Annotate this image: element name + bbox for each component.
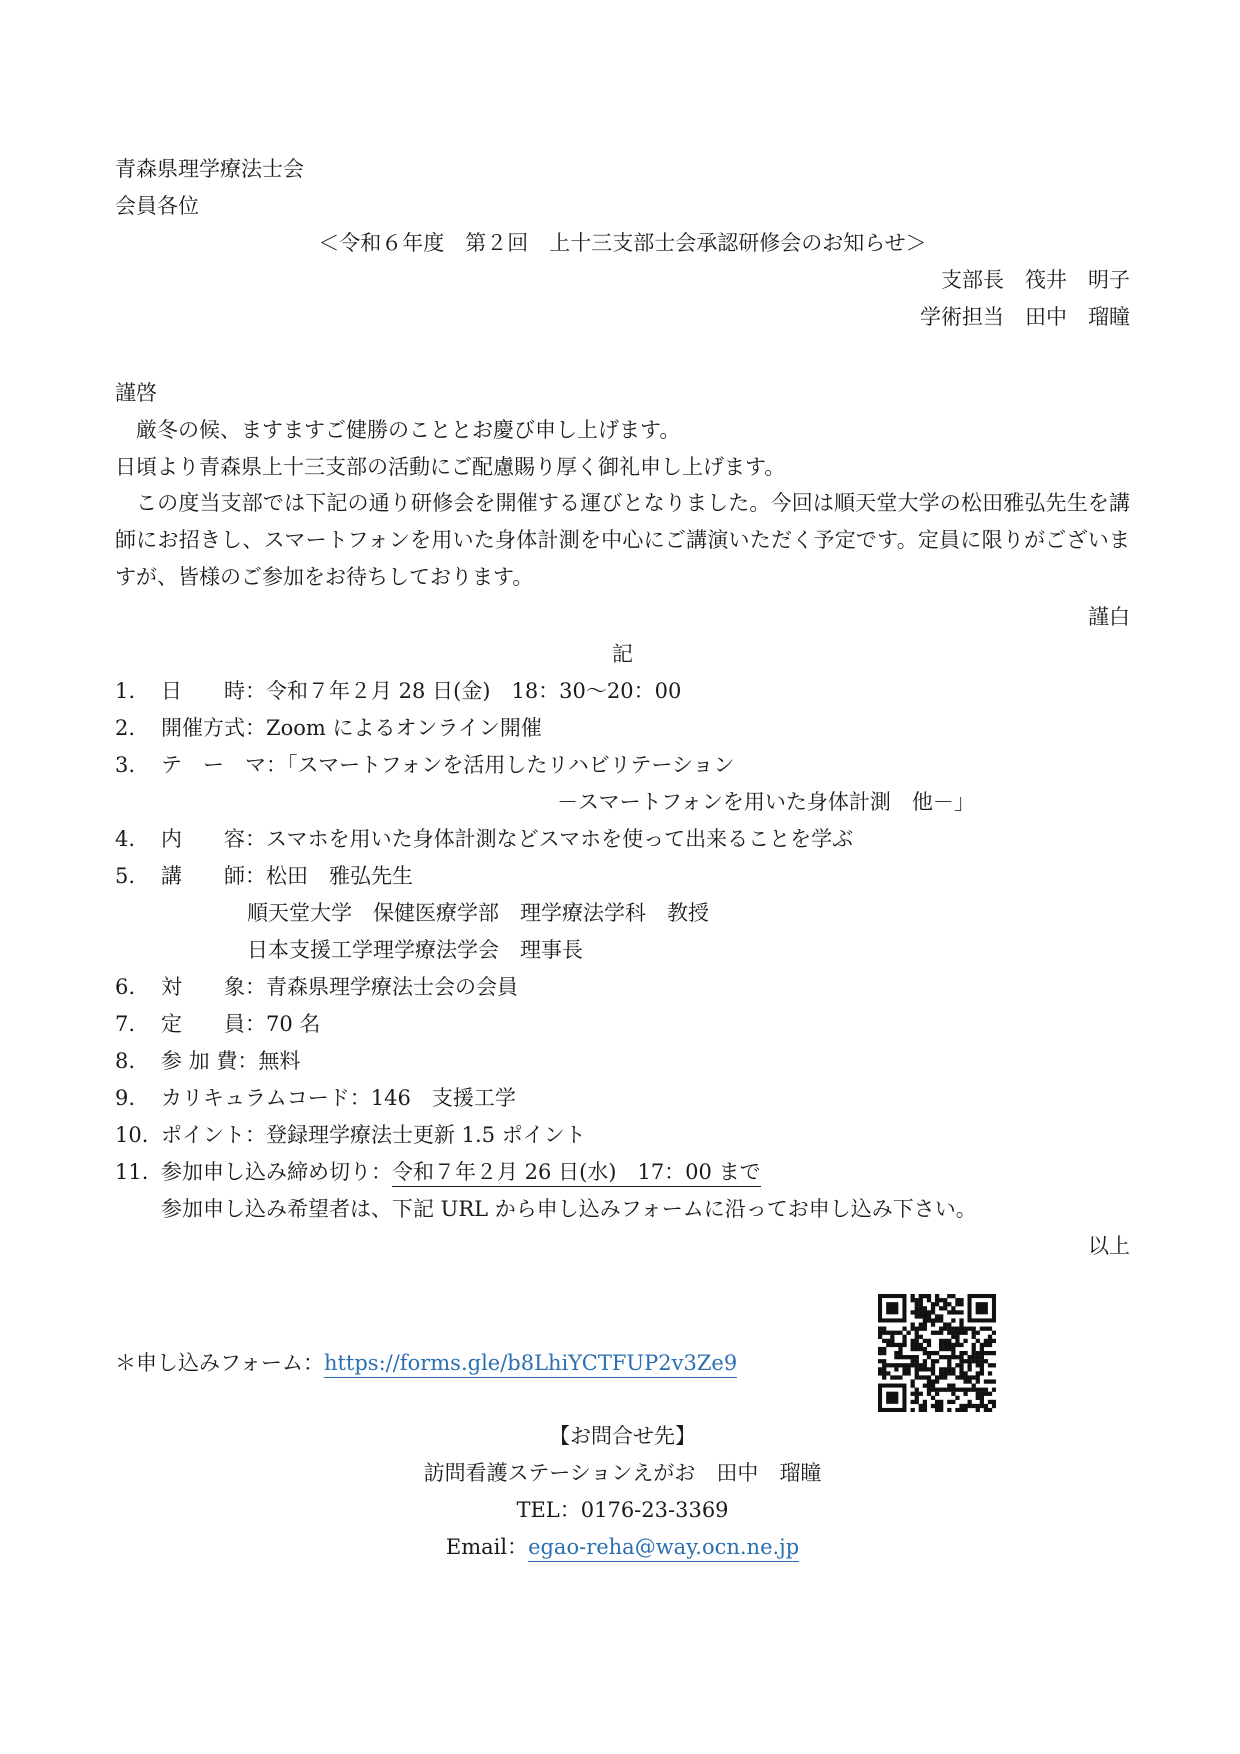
item-text: 対 象：青森県理学療法士会の会員: [161, 975, 518, 999]
form-line: [115, 1348, 1130, 1378]
sender-academic: 学術担当 田中 瑠瞳: [920, 305, 1130, 329]
application-note: 参加申し込み希望者は、下記 URL から申し込みフォームに沿ってお申し込み下さい。: [161, 1197, 977, 1221]
list-item: [115, 824, 1130, 854]
contact-name: 訪問看護ステーションえがお 田中 瑠瞳: [423, 1461, 822, 1485]
form-label: ＊申し込みフォーム：: [115, 1351, 324, 1375]
item-text: テ ー マ：｢スマートフォンを活用したリハビリテーション: [161, 753, 735, 777]
item-number: 6.: [115, 975, 136, 999]
list-item: [115, 750, 1130, 780]
item-text: 参加申し込み締め切り：: [161, 1160, 392, 1184]
sender-branch-head: 支部長 筏井 明子: [941, 268, 1130, 292]
email-link[interactable]: egao-reha@way.ocn.ne.jp: [528, 1535, 799, 1562]
closing-word: 謹白: [1088, 605, 1130, 629]
item-number: 3.: [115, 753, 136, 777]
item-text: 開催方式：Zoom によるオンライン開催: [161, 716, 542, 740]
list-item: [115, 713, 1130, 743]
item-number: 1.: [115, 679, 136, 703]
closing-ijou: 以上: [1088, 1234, 1130, 1258]
item-number: 2.: [115, 716, 136, 740]
list-item: [115, 676, 1130, 706]
list-item: [115, 1083, 1130, 1113]
email-label: Email：: [445, 1535, 529, 1559]
item-number: 8.: [115, 1049, 136, 1073]
recipients: 会員各位: [115, 194, 199, 218]
document-title: ＜令和６年度 第２回 上十三支部士会承認研修会のお知らせ＞: [318, 231, 927, 255]
form-url-link[interactable]: https://forms.gle/b8LhiYCTFUP2v3Ze9: [324, 1351, 737, 1378]
item-text: ポイント：登録理学療法士更新 1.5 ポイント: [161, 1123, 586, 1147]
item-text: 日 時：令和７年２月 28 日(金) 18：30～20：00: [161, 679, 682, 703]
item-text: 定 員：70 名: [161, 1012, 321, 1036]
greeting-paragraph-1: 厳冬の候、ますますご健勝のこととお慶び申し上げます。: [136, 418, 681, 442]
main-paragraph: この度当支部では下記の通り研修会を開催する運びとなりました。今回は順天堂大学の松田雅弘先生を講師にお招きし、スマートフォンを用いた身体計測を中心にご講演いただく予定です。定員に限りがございますが、皆様のご参加をお待ちしております。: [115, 491, 1130, 589]
org-name: 青森県理学療法士会: [115, 157, 304, 181]
list-item: [115, 1120, 1130, 1150]
theme-subtitle: －スマートフォンを用いた身体計測 他－｣: [557, 790, 965, 814]
item-text: カリキュラムコード：146 支援工学: [161, 1086, 516, 1110]
lecturer-affiliation-2: 日本支援工学理学療法学会 理事長: [247, 938, 583, 962]
item-number: 7.: [115, 1012, 136, 1036]
item-text: 内 容：スマホを用いた身体計測などスマホを使って出来ることを学ぶ: [161, 827, 854, 851]
contact-email-line: [115, 1532, 1130, 1562]
list-item: [115, 1157, 1130, 1187]
list-item: [115, 1046, 1130, 1076]
ki-heading: 記: [612, 642, 633, 666]
list-item: [115, 861, 1130, 891]
contact-tel: TEL：0176-23-3369: [516, 1498, 729, 1522]
item-number: 11.: [115, 1160, 149, 1184]
list-item: [115, 972, 1130, 1002]
item-number: 10.: [115, 1123, 149, 1147]
item-text: 講 師：松田 雅弘先生: [161, 864, 413, 888]
item-number: 9.: [115, 1086, 136, 1110]
contact-heading: 【お問合せ先】: [549, 1424, 696, 1448]
item-number: 4.: [115, 827, 136, 851]
item-text: 参 加 費：無料: [161, 1049, 301, 1073]
deadline-underlined: 令和７年２月 26 日(水) 17：00 まで: [392, 1160, 761, 1187]
lecturer-affiliation-1: 順天堂大学 保健医療学部 理学療法学科 教授: [247, 901, 709, 925]
opening-word: 謹啓: [115, 381, 157, 405]
greeting-paragraph-2: 日頃より青森県上十三支部の活動にご配慮賜り厚く御礼申し上げます。: [115, 455, 786, 479]
item-number: 5.: [115, 864, 136, 888]
list-item: [115, 1009, 1130, 1039]
